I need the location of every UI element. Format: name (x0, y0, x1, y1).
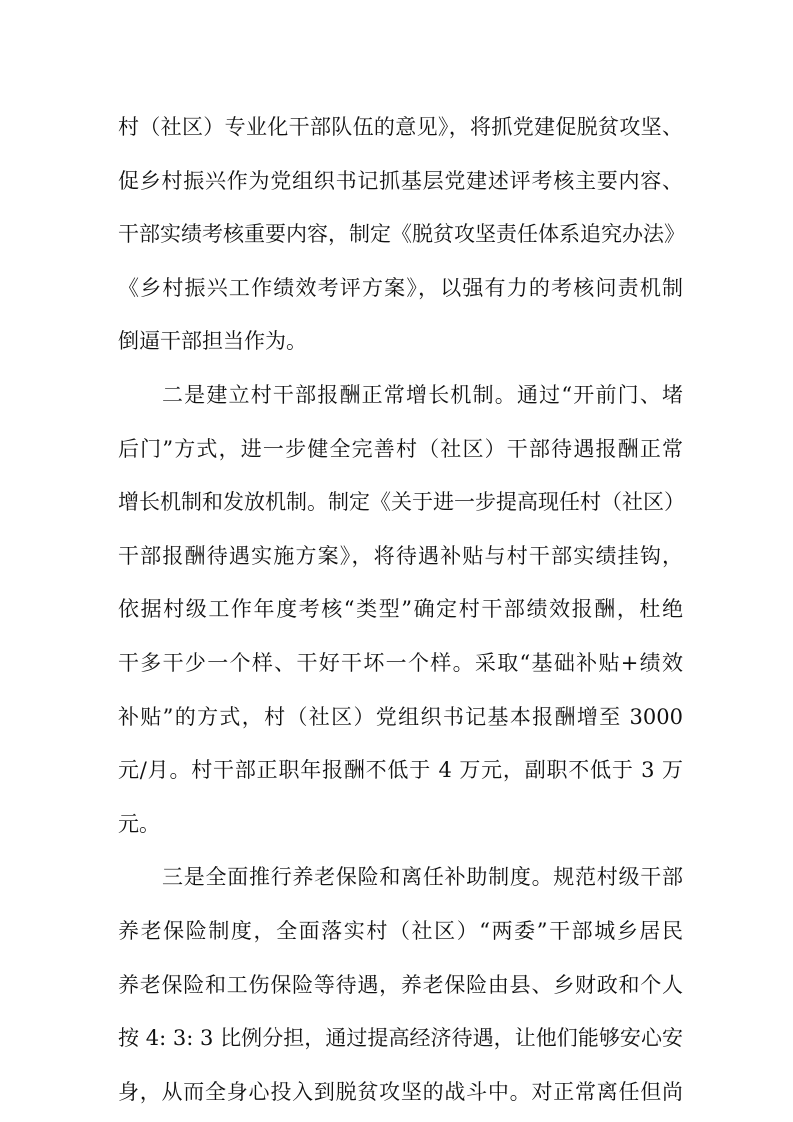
text-line: 干部实绩考核重要内容，制定《脱贫攻坚责任体系追究办法》 (118, 222, 685, 246)
text-line: 按 4: 3: 3 比例分担，通过提高经济待遇，让他们能够安心安 (118, 1026, 683, 1050)
text-line: 身，从而全身心投入到脱贫攻坚的战斗中。对正常离任但尚 (118, 1080, 683, 1104)
text-line: 养老保险和工伤保险等待遇，养老保险由县、乡财政和个人 (118, 973, 683, 997)
paragraph-first-line: 三是全面推行养老保险和离任补助制度。规范村级干部 (162, 865, 683, 889)
text-line: 增长机制和发放机制。制定《关于进一步提高现任村（社区） (118, 490, 685, 514)
paragraph-first-line: 二是建立村干部报酬正常增长机制。通过“开前门、堵 (162, 383, 683, 407)
text-line: 元/月。村干部正职年报酬不低于 4 万元，副职不低于 3 万 (118, 758, 683, 782)
text-line: 补贴”的方式，村（社区）党组织书记基本报酬增至 3000 (118, 705, 683, 729)
text-line: 干多干少一个样、干好干坏一个样。采取“基础补贴+绩效 (118, 651, 683, 675)
text-line: 元。 (118, 812, 160, 836)
text-line: 养老保险制度，全面落实村（社区）“两委”干部城乡居民 (118, 919, 683, 943)
text-line: 村（社区）专业化干部队伍的意见》，将抓党建促脱贫攻坚、 (118, 115, 683, 139)
text-line: 倒逼干部担当作为。 (118, 329, 307, 353)
text-line: 促乡村振兴作为党组织书记抓基层党建述评考核主要内容、 (118, 169, 683, 193)
text-line: 《乡村振兴工作绩效考评方案》，以强有力的考核问责机制 (118, 276, 683, 300)
text-line: 后门”方式，进一步健全完善村（社区）干部待遇报酬正常 (118, 437, 683, 461)
text-line: 干部报酬待遇实施方案》，将待遇补贴与村干部实绩挂钩， (118, 544, 683, 568)
text-line: 依据村级工作年度考核“类型”确定村干部绩效报酬，杜绝 (118, 597, 683, 621)
